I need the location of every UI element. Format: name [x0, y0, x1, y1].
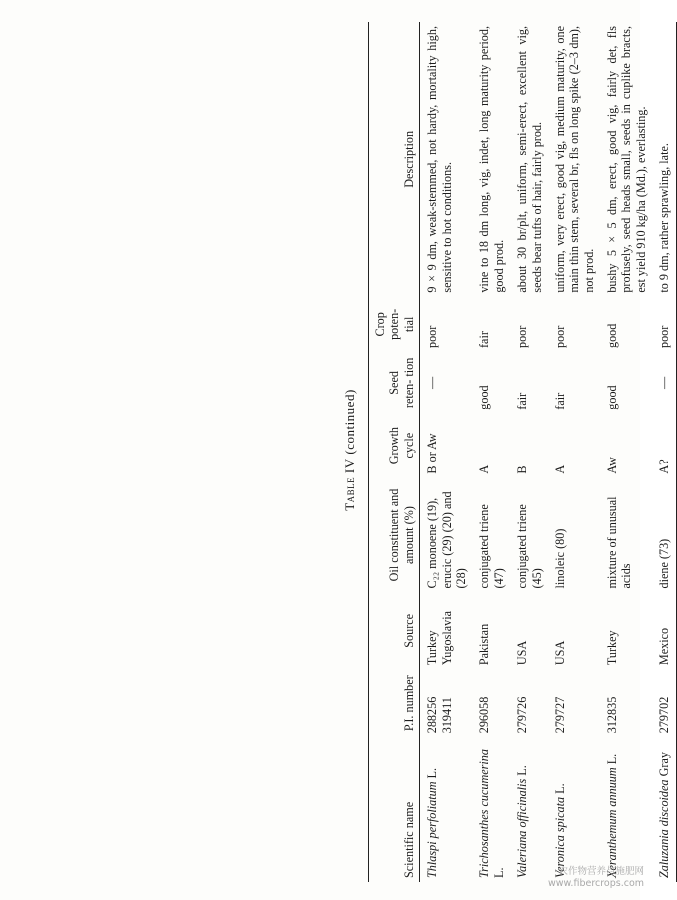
cell-oil: diene (73)	[657, 538, 672, 589]
cell-description: uniform, very erect, good vig, medium maturity, one main thin stem, several br, fls on long spike (2–3 dm), not prod.	[552, 26, 596, 293]
species-author: L.	[605, 753, 620, 768]
table-header	[369, 22, 420, 882]
cell-seed-retention: fair	[552, 392, 567, 410]
plant-oil-table	[368, 22, 677, 882]
cell-source: USA	[552, 640, 567, 666]
cell-oil: linoleic (80)	[552, 528, 567, 589]
cell-pi-number: 279727	[552, 696, 567, 734]
cell-scientific-name	[600, 737, 652, 882]
species-name: Trichosanthes cucumerina	[477, 749, 492, 878]
cell-growth-cycle: A	[477, 464, 492, 474]
cell-source: Turkey	[605, 630, 620, 666]
table-row	[510, 22, 548, 882]
cell-pi-number: 296058	[477, 696, 492, 734]
cell-crop-potential: poor	[552, 325, 567, 348]
cell-source: Turkey Yugoslavia	[425, 610, 454, 666]
cell-scientific-name	[548, 737, 600, 882]
cell-crop-potential: good	[605, 323, 620, 348]
table-caption-label: Table IV	[342, 458, 357, 511]
table-caption-suffix: (continued)	[342, 389, 357, 459]
cell-source: Pakistan	[477, 623, 492, 666]
table-body	[420, 22, 676, 882]
table-row	[548, 22, 600, 882]
species-name: Xeranthemum annuum	[605, 767, 620, 878]
cell-description: bushy 5 × 5 dm, erect, good vig, fairly det, fls profusely, seed heads small, seeds in cuplike bracts, est yield 910 kg/ha (Md.), everlasting.	[605, 26, 648, 293]
table-row	[420, 22, 473, 882]
cell-growth-cycle: B or Aw	[425, 433, 440, 474]
cell-seed-retention: good	[605, 385, 620, 410]
cell-source: Mexico	[657, 627, 672, 666]
cell-description: to 9 dm, rather sprawling, late.	[657, 143, 672, 293]
cell-growth-cycle: A	[552, 464, 567, 474]
cell-oil: conjugated triene (47)	[477, 504, 506, 589]
cell-seed-retention: —	[425, 376, 440, 389]
table-row	[472, 22, 510, 882]
cell-crop-potential: poor	[515, 325, 530, 348]
cell-scientific-name	[652, 737, 676, 882]
cell-scientific-name	[420, 737, 473, 882]
header-description: Description	[401, 130, 416, 188]
site-watermark	[548, 866, 644, 890]
watermark-line-2: www.fibercrops.com	[548, 877, 645, 889]
cell-description: about 30 br/plt, uniform, semi-erect, excellent vig, seeds bear tufts of hair, fairly prod.	[515, 26, 544, 293]
species-name: Thlaspi perfoliatum	[425, 781, 440, 878]
cell-seed-retention: —	[657, 376, 672, 389]
cell-scientific-name	[510, 737, 548, 882]
table-row	[652, 22, 676, 882]
cell-source: USA	[515, 640, 530, 666]
species-author: L.	[425, 767, 440, 782]
header-seed-retention: Seed reten- tion	[387, 357, 416, 409]
cell-scientific-name	[472, 737, 510, 882]
cell-seed-retention: good	[477, 385, 492, 410]
species-name: Valeriana officinalis	[515, 778, 530, 878]
header-growth-cycle: Growth cycle	[387, 427, 416, 465]
header-row	[369, 22, 420, 882]
cell-description: vine to 18 dm long, vig, indet, long maturity period, good prod.	[477, 26, 506, 293]
cell-crop-potential: poor	[425, 325, 440, 348]
cell-seed-retention: fair	[515, 392, 530, 410]
species-name: Zaluzania discoidea	[657, 779, 672, 878]
cell-growth-cycle: Aw	[605, 457, 620, 474]
header-scientific-name: Scientific name	[401, 801, 416, 878]
cell-oil: mixture of unusual acids	[605, 496, 634, 589]
header-source: Source	[401, 613, 416, 648]
cell-description: 9 × 9 dm, weak-stemmed, not hardy, mortality high, sensitive to hot conditions.	[425, 26, 454, 293]
species-author: L.	[515, 765, 530, 779]
cell-pi-number: 279726	[515, 696, 530, 734]
species-author: Gray	[657, 752, 672, 780]
cell-oil: C₂₂ monoene (19), erucic (29) (20) and (28)	[425, 491, 468, 589]
cell-pi-number: 288256 319411	[425, 696, 454, 734]
cell-pi-number: 279702	[657, 696, 672, 734]
cell-oil: conjugated triene (45)	[515, 504, 544, 589]
cell-pi-number: 312835	[605, 696, 620, 734]
header-crop-potential: Crop poten- tial	[373, 308, 416, 340]
cell-crop-potential: poor	[657, 325, 672, 348]
table-caption	[342, 0, 358, 900]
header-oil-constituent: Oil constituent and amount (%)	[387, 488, 416, 582]
species-name: Veronica spicata	[552, 796, 567, 878]
species-author: L.	[491, 867, 506, 878]
cell-crop-potential: fair	[477, 331, 492, 348]
watermark-line-1: 农作物营养与施肥网	[558, 866, 645, 877]
cell-growth-cycle: A?	[657, 459, 672, 474]
header-pi-number: P.I. number	[401, 675, 416, 732]
cell-growth-cycle: B	[515, 465, 530, 474]
table-row	[600, 22, 652, 882]
species-author: L.	[552, 783, 567, 797]
